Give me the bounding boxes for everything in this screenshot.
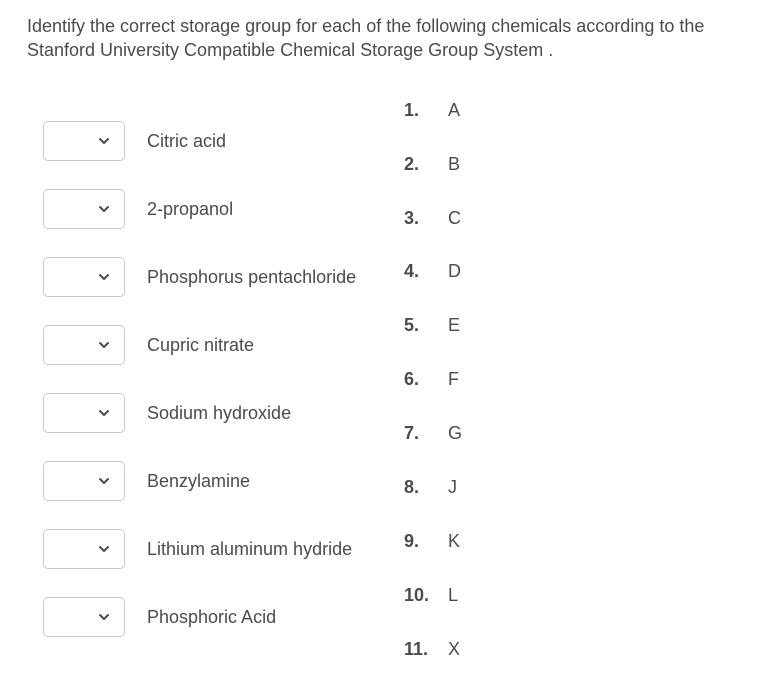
choice-letter: F <box>448 368 459 389</box>
choice-item <box>404 313 460 337</box>
match-row <box>43 528 352 570</box>
chevron-down-icon <box>96 201 112 217</box>
choice-item <box>404 98 460 122</box>
choice-number: 7. <box>404 422 420 443</box>
match-row <box>43 256 356 298</box>
choice-letter: K <box>448 530 461 551</box>
answer-dropdown[interactable] <box>43 189 125 229</box>
chevron-down-icon <box>96 405 112 421</box>
choice-item <box>404 206 461 230</box>
chemical-label: Phosphorus pentachloride <box>147 266 357 287</box>
choice-item <box>404 259 461 283</box>
choice-number: 10. <box>404 584 430 605</box>
choice-letter: J <box>448 476 457 497</box>
choice-number: 11. <box>404 638 429 659</box>
chemical-label: Sodium hydroxide <box>147 402 292 423</box>
choice-item <box>404 421 462 445</box>
choice-letter: X <box>448 638 461 659</box>
choice-number: 4. <box>404 260 420 281</box>
answer-dropdown[interactable] <box>43 597 125 637</box>
chemical-label: Phosphoric Acid <box>147 606 277 627</box>
choice-letter: C <box>448 207 461 228</box>
chemical-label: 2-propanol <box>147 198 234 219</box>
answer-dropdown[interactable] <box>43 257 125 297</box>
choice-number: 9. <box>404 530 420 551</box>
match-row <box>43 188 233 230</box>
choice-letter: L <box>448 584 459 605</box>
choice-item <box>404 529 460 553</box>
choice-letter: B <box>448 153 461 174</box>
choice-item <box>404 152 460 176</box>
chevron-down-icon <box>96 473 112 489</box>
choice-letter: D <box>448 260 461 281</box>
match-row <box>43 392 291 434</box>
match-row <box>43 120 226 162</box>
choice-letter: E <box>448 314 461 335</box>
chevron-down-icon <box>96 133 112 149</box>
answer-dropdown[interactable] <box>43 529 125 569</box>
chemical-label: Cupric nitrate <box>147 334 255 355</box>
choice-number: 2. <box>404 153 420 174</box>
chevron-down-icon <box>96 337 112 353</box>
answer-dropdown[interactable] <box>43 393 125 433</box>
choice-item <box>404 475 457 499</box>
choice-item <box>404 583 458 607</box>
choice-item <box>404 367 459 391</box>
chevron-down-icon <box>96 609 112 625</box>
choice-number: 1. <box>404 99 420 120</box>
chemical-label: Citric acid <box>147 130 227 151</box>
question-prompt: Identify the correct storage group for each of the following chemicals according to the Stanford University Compatible Chemical Storage Group System . <box>27 16 705 60</box>
choice-number: 3. <box>404 207 420 228</box>
answer-dropdown[interactable] <box>43 121 125 161</box>
chemical-label: Lithium aluminum hydride <box>147 538 353 559</box>
choice-number: 5. <box>404 314 420 335</box>
choice-letter: A <box>448 99 461 120</box>
match-row <box>43 324 254 366</box>
chemical-label: Benzylamine <box>147 470 251 491</box>
choice-item <box>404 637 460 661</box>
answer-dropdown[interactable] <box>43 325 125 365</box>
match-row <box>43 596 276 638</box>
choice-number: 8. <box>404 476 420 497</box>
choice-number: 6. <box>404 368 420 389</box>
chevron-down-icon <box>96 269 112 285</box>
chevron-down-icon <box>96 541 112 557</box>
match-row <box>43 460 250 502</box>
answer-dropdown[interactable] <box>43 461 125 501</box>
choice-letter: G <box>448 422 463 443</box>
